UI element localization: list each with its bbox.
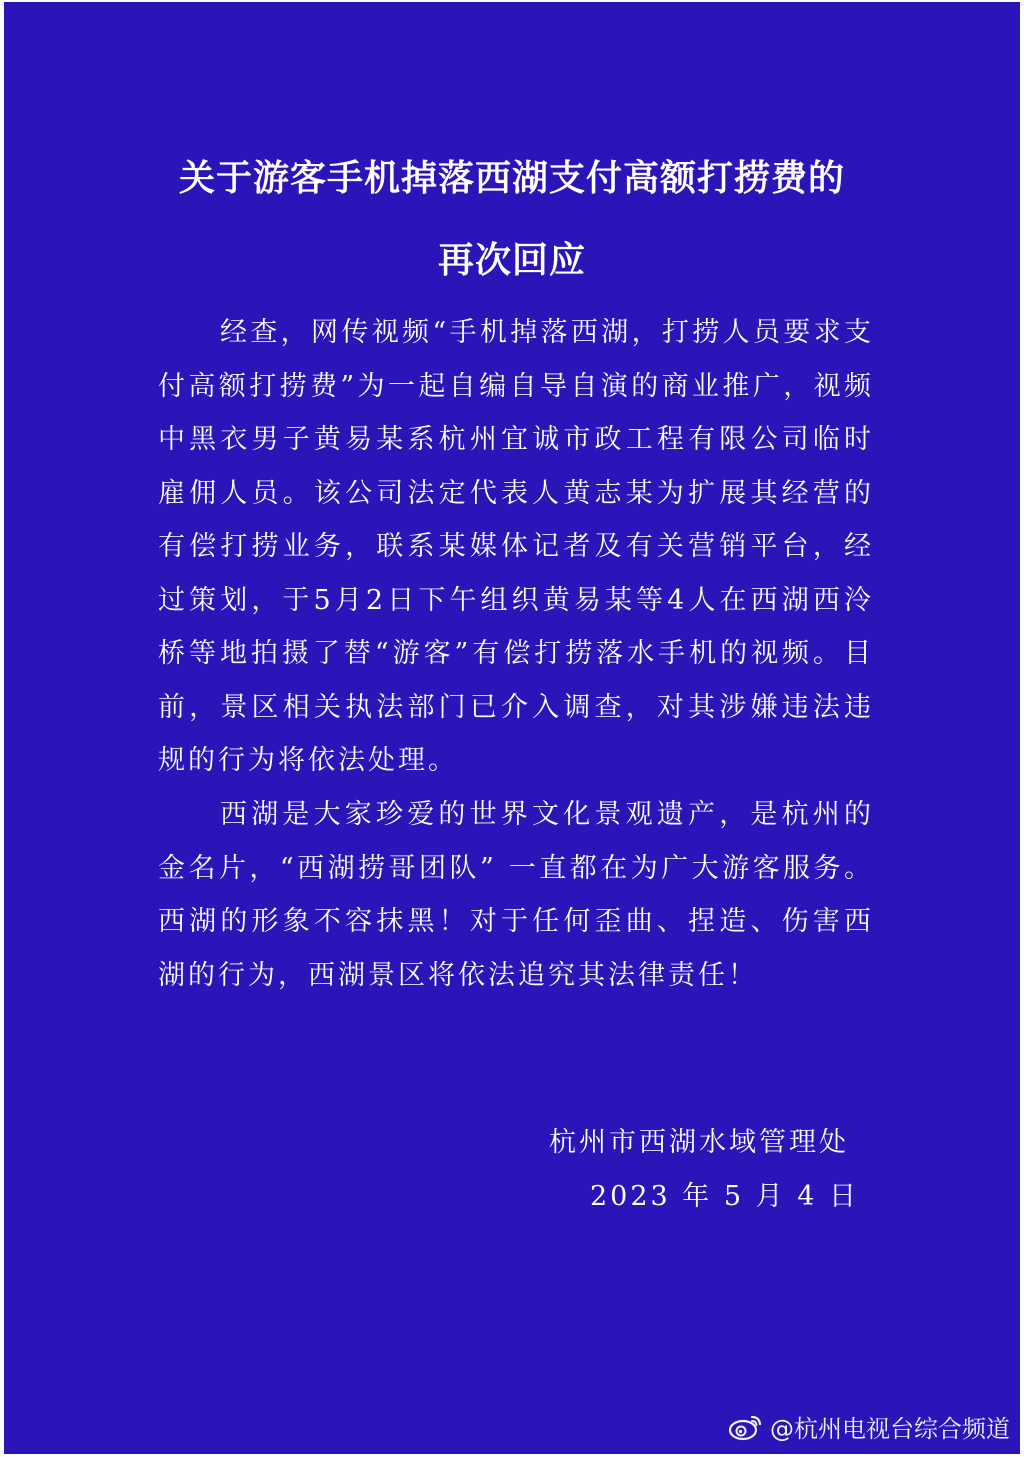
- watermark-text: @杭州电视台综合频道: [770, 1415, 1010, 1443]
- signature-date: 2023 年 5 月 4 日: [590, 1181, 859, 1212]
- signature-organization: 杭州市西湖水域管理处: [549, 1127, 849, 1158]
- notice-paragraph-1: 经查，网传视频“手机掉落西湖，打捞人员要求支付高额打捞费”为一起自编自导自演的商业推广，视频中黑衣男子黄易某系杭州宜诚市政工程有限公司临时雇佣人员。该公司法定代表人黄志某为扩展其经营的有偿打捞业务，联系某媒体记者及有关营销平台，经过策划，于5月2日下午组织黄易某等4人在西湖西泠桥等地拍摄了替“游客”有偿打捞落水手机的视频。目前，景区相关执法部门已介入调查，对其涉嫌违法违规的行为将依法处理。: [158, 317, 874, 776]
- watermark: [728, 1409, 1010, 1444]
- notice-title-line-1: 关于游客手机掉落西湖支付高额打捞费的: [178, 157, 845, 199]
- notice-title-line-2: 再次回应: [437, 239, 586, 281]
- weibo-icon: [728, 1413, 764, 1441]
- notice-panel: [4, 2, 1020, 1454]
- notice-paragraph-2: 西湖是大家珍爱的世界文化景观遗产，是杭州的金名片，“西湖捞哥团队” 一直都在为广大游客服务。西湖的形象不容抹黑！对于任何歪曲、捏造、伤害西湖的行为，西湖景区将依法追究其法律责任！: [158, 799, 874, 991]
